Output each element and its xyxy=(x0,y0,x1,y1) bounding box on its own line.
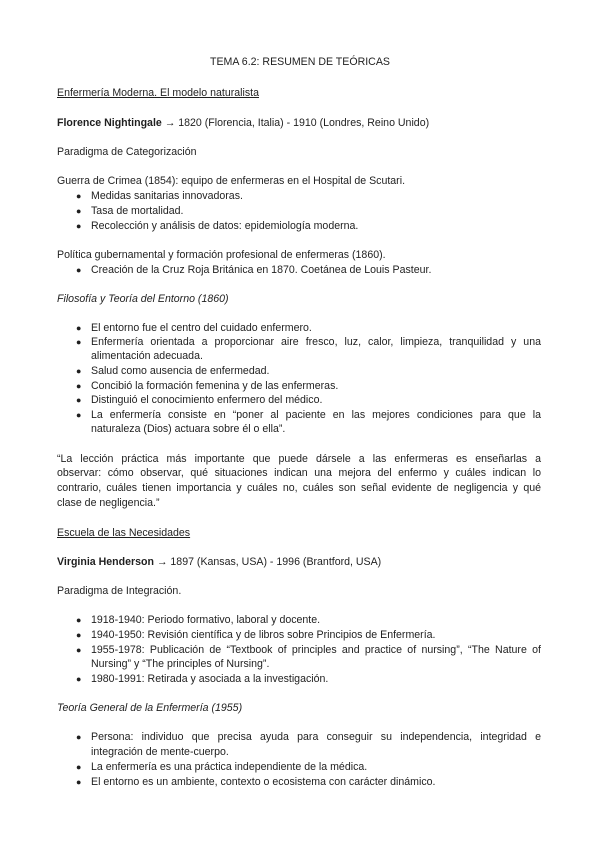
bullet-icon: ● xyxy=(76,265,82,275)
bullet-icon: ● xyxy=(76,762,82,772)
theorist-line-henderson xyxy=(57,556,381,569)
bullet-icon: ● xyxy=(76,191,82,201)
bullet-icon: ● xyxy=(76,395,82,405)
section-heading-needs-school: Escuela de las Necesidades xyxy=(57,527,191,539)
list-item: Creación de la Cruz Roja Británica en 1870. Coetánea de Louis Pasteur. xyxy=(91,264,432,276)
list-item: Persona: individuo que precisa ayuda para conseguir su independencia, integridad e xyxy=(91,731,541,743)
list-item-continuation: integración de mente-cuerpo. xyxy=(91,746,229,758)
bullet-icon: ● xyxy=(76,777,82,787)
bullet-icon: ● xyxy=(76,206,82,216)
list-item: Enfermería orientada a proporcionar aire fresco, luz, calor, limpieza, tranquilidad y una xyxy=(91,336,541,348)
list-item: Medidas sanitarias innovadoras. xyxy=(91,190,243,202)
bullet-icon: ● xyxy=(76,732,82,742)
theorist-dates: → 1820 (Florencia, Italia) - 1910 (Londres, Reino Unido) xyxy=(161,117,430,129)
paradigm-text: Paradigma de Categorización xyxy=(57,146,197,158)
theorist-dates: → 1897 (Kansas, USA) - 1996 (Brantford, USA) xyxy=(153,556,382,568)
bullet-icon: ● xyxy=(76,615,82,625)
list-item: La enfermería consiste en “poner al paciente en las mejores condiciones para que la xyxy=(91,409,541,421)
theorist-name: Virginia Henderson xyxy=(57,556,154,568)
list-item: 1940-1950: Revisión científica y de libros sobre Principios de Enfermería. xyxy=(91,629,436,641)
bullet-icon: ● xyxy=(76,381,82,391)
list-item: Salud como ausencia de enfermedad. xyxy=(91,365,270,377)
list-item: Concibió la formación femenina y de las enfermeras. xyxy=(91,380,339,392)
list-item-continuation: Nursing” y “The principles of Nursing”. xyxy=(91,658,270,670)
bullet-icon: ● xyxy=(76,674,82,684)
bullet-icon: ● xyxy=(76,366,82,376)
bullet-icon: ● xyxy=(76,645,82,655)
section-heading-modern-nursing: Enfermería Moderna. El modelo naturalista xyxy=(57,87,259,99)
list-item-continuation: naturaleza (Dios) actuara sobre él o ella”. xyxy=(91,423,286,435)
list-item: La enfermería es una práctica independiente de la médica. xyxy=(91,761,368,773)
theory-title-general-nursing: Teoría General de la Enfermería (1955) xyxy=(57,702,243,714)
page-title: TEMA 6.2: RESUMEN DE TEÓRICAS xyxy=(210,56,390,68)
quote-line: observar: cómo observar, qué situaciones indican una mejora del enfermo y cuáles indican lo xyxy=(57,467,541,479)
bullet-icon: ● xyxy=(76,410,82,420)
list-item: El entorno fue el centro del cuidado enfermero. xyxy=(91,322,312,334)
politics-intro: Política gubernamental y formación profesional de enfermeras (1860). xyxy=(57,249,386,261)
list-item: Recolección y análisis de datos: epidemiología moderna. xyxy=(91,220,359,232)
crimea-intro: Guerra de Crimea (1854): equipo de enfermeras en el Hospital de Scutari. xyxy=(57,175,406,187)
bullet-icon: ● xyxy=(76,221,82,231)
paradigm-text: Paradigma de Integración. xyxy=(57,585,182,597)
bullet-icon: ● xyxy=(76,337,82,347)
quote-line: clase de negligencia.” xyxy=(57,497,160,509)
list-item: 1918-1940: Periodo formativo, laboral y docente. xyxy=(91,614,321,626)
list-item: Distinguió el conocimiento enfermero del médico. xyxy=(91,394,323,406)
list-item: 1955-1978: Publicación de “Textbook of principles and practice of nursing”, “The Nature of xyxy=(91,644,541,656)
theorist-name: Florence Nightingale xyxy=(57,117,162,129)
list-item: 1980-1991: Retirada y asociada a la investigación. xyxy=(91,673,329,685)
theorist-line-nightingale xyxy=(57,117,429,130)
quote-line: “La lección práctica más importante que puede dársele a las enfermeras es enseñarlas a xyxy=(57,453,541,465)
list-item: El entorno es un ambiente, contexto o ecosistema con carácter dinámico. xyxy=(91,776,436,788)
quote-line: contrario, cuáles tienen importancia y cuáles no, cuáles son señal evidente de negligencia y qué xyxy=(57,482,541,494)
list-item-continuation: alimentación adecuada. xyxy=(91,350,203,362)
theory-title-environment: Filosofía y Teoría del Entorno (1860) xyxy=(57,293,229,305)
bullet-icon: ● xyxy=(76,630,82,640)
bullet-icon: ● xyxy=(76,323,82,333)
list-item: Tasa de mortalidad. xyxy=(91,205,184,217)
